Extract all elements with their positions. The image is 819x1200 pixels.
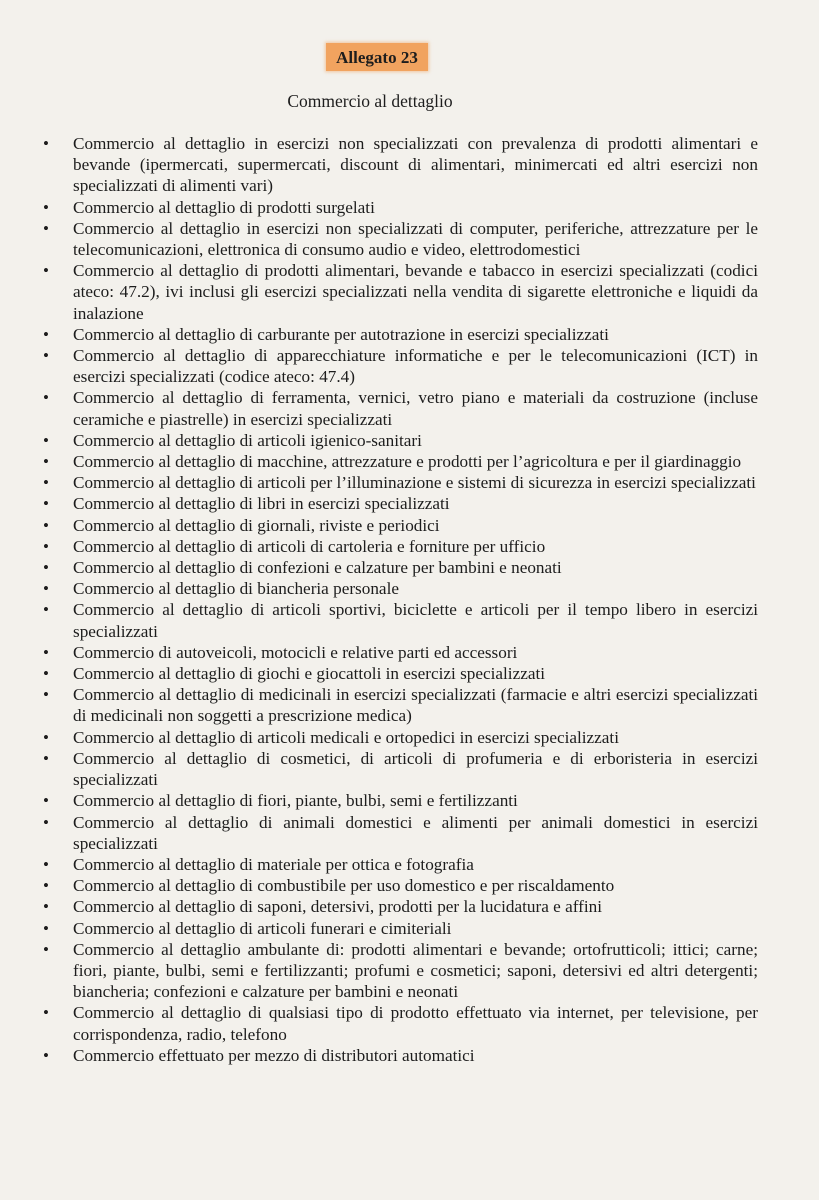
list-item-text: Commercio effettuato per mezzo di distributori automatici bbox=[73, 1045, 475, 1065]
list-item bbox=[40, 493, 758, 514]
list-item-text: Commercio al dettaglio di articoli funerari e cimiteriali bbox=[73, 918, 452, 938]
list-item bbox=[40, 642, 758, 663]
attachment-label-text: Allegato 23 bbox=[336, 47, 418, 67]
list-item-text: Commercio al dettaglio di libri in esercizi specializzati bbox=[73, 494, 450, 514]
bullet-icon: • bbox=[43, 579, 49, 599]
list-item-text: Commercio al dettaglio di saponi, detersivi, prodotti per la lucidatura e affini bbox=[73, 897, 603, 917]
bullet-icon: • bbox=[43, 1045, 49, 1065]
list-item-text: Commercio al dettaglio di articoli medicali e ortopedici in esercizi specializzati bbox=[73, 727, 619, 747]
list-item bbox=[40, 218, 758, 260]
bullet-icon: • bbox=[43, 473, 49, 493]
list-item-text: Commercio al dettaglio di prodotti alimentari, bevande e tabacco in esercizi specializzati (codici ateco: 47.2), ivi inclusi gli esercizi specializzati nella vendita di sigarette elettroniche e liquidi da inalazione bbox=[73, 261, 758, 323]
list-item-text: Commercio al dettaglio di medicinali in esercizi specializzati (farmacie e altri esercizi specializzati di medicinali non soggetti a prescrizione medica) bbox=[73, 685, 758, 726]
list-item-text: Commercio al dettaglio in esercizi non specializzati con prevalenza di prodotti alimentari e bevande (ipermercati, supermercati, discount di alimentari, minimercati ed altri esercizi non specializzati di alimenti vari) bbox=[73, 134, 758, 196]
bullet-icon: • bbox=[43, 430, 49, 450]
list-item-text: Commercio al dettaglio di qualsiasi tipo di prodotto effettuato via internet, per televisione, per corrispondenza, radio, telefono bbox=[73, 1003, 758, 1044]
list-item-text: Commercio al dettaglio di combustibile per uso domestico e per riscaldamento bbox=[73, 876, 615, 896]
list-item-text: Commercio al dettaglio di materiale per ottica e fotografia bbox=[73, 854, 474, 874]
bullet-icon: • bbox=[43, 918, 49, 938]
bullet-icon: • bbox=[43, 748, 49, 768]
list-item-text: Commercio al dettaglio di giochi e giocattoli in esercizi specializzati bbox=[73, 664, 546, 684]
list-item bbox=[40, 939, 758, 1003]
activity-list bbox=[40, 133, 758, 1066]
bullet-icon: • bbox=[43, 812, 49, 832]
list-item bbox=[40, 1002, 758, 1044]
list-item bbox=[40, 684, 758, 726]
list-item-text: Commercio al dettaglio di confezioni e calzature per bambini e neonati bbox=[73, 558, 562, 578]
list-item bbox=[40, 1045, 758, 1066]
list-item bbox=[40, 536, 758, 557]
bullet-icon: • bbox=[43, 1003, 49, 1023]
list-item bbox=[40, 790, 758, 811]
list-item bbox=[40, 812, 758, 854]
list-item bbox=[40, 727, 758, 748]
list-item bbox=[40, 451, 758, 472]
list-item-text: Commercio al dettaglio di carburante per autotrazione in esercizi specializzati bbox=[73, 324, 609, 344]
list-item bbox=[40, 260, 758, 324]
bullet-icon: • bbox=[43, 452, 49, 472]
bullet-icon: • bbox=[43, 536, 49, 556]
list-item bbox=[40, 345, 758, 387]
list-item bbox=[40, 430, 758, 451]
list-item-text: Commercio al dettaglio di articoli sportivi, biciclette e articoli per il tempo libero in esercizi specializzati bbox=[73, 600, 758, 641]
bullet-icon: • bbox=[43, 218, 49, 238]
bullet-icon: • bbox=[43, 134, 49, 153]
bullet-icon: • bbox=[43, 515, 49, 535]
bullet-icon: • bbox=[43, 854, 49, 874]
list-item bbox=[40, 557, 758, 578]
list-item bbox=[40, 578, 758, 599]
list-item bbox=[40, 133, 758, 197]
list-item bbox=[40, 197, 758, 218]
bullet-icon: • bbox=[43, 876, 49, 896]
list-item bbox=[40, 854, 758, 875]
list-item-text: Commercio al dettaglio di biancheria personale bbox=[73, 579, 399, 599]
page-title: Commercio al dettaglio bbox=[287, 91, 453, 111]
list-item-text: Commercio di autoveicoli, motocicli e relative parti ed accessori bbox=[73, 642, 518, 662]
list-item-text: Commercio al dettaglio di apparecchiature informatiche e per le telecomunicazioni (ICT) in esercizi specializzati (codice ateco: 47.4) bbox=[73, 346, 758, 387]
bullet-icon: • bbox=[43, 791, 49, 811]
list-item-text: Commercio al dettaglio di animali domestici e alimenti per animali domestici in esercizi specializzati bbox=[73, 812, 758, 853]
list-item-text: Commercio al dettaglio di fiori, piante, bulbi, semi e fertilizzanti bbox=[73, 791, 518, 811]
bullet-icon: • bbox=[43, 685, 49, 705]
list-item bbox=[40, 599, 758, 641]
list-item bbox=[40, 896, 758, 917]
bullet-icon: • bbox=[43, 664, 49, 684]
list-item-text: Commercio al dettaglio di articoli per l’illuminazione e sistemi di sicurezza in esercizi specializzati bbox=[73, 473, 756, 493]
list-item bbox=[40, 515, 758, 536]
bullet-icon: • bbox=[43, 346, 49, 366]
list-item bbox=[40, 918, 758, 939]
list-item bbox=[40, 748, 758, 790]
bullet-icon: • bbox=[43, 642, 49, 662]
list-item-text: Commercio al dettaglio di macchine, attrezzature e prodotti per l’agricoltura e per il giardinaggio bbox=[73, 452, 742, 472]
bullet-icon: • bbox=[43, 388, 49, 408]
bullet-icon: • bbox=[43, 197, 49, 217]
list-item bbox=[40, 324, 758, 345]
bullet-icon: • bbox=[43, 600, 49, 620]
list-item bbox=[40, 875, 758, 896]
bullet-icon: • bbox=[43, 261, 49, 281]
list-item-text: Commercio al dettaglio di cosmetici, di articoli di profumeria e di erboristeria in esercizi specializzati bbox=[73, 748, 758, 790]
attachment-label bbox=[326, 43, 428, 71]
bullet-icon: • bbox=[43, 558, 49, 578]
list-item-text: Commercio al dettaglio di ferramenta, vernici, vetro piano e materiali da costruzione (incluse ceramiche e piastrelle) in esercizi specializzati bbox=[73, 388, 758, 429]
list-item-text: Commercio al dettaglio di articoli igienico-sanitari bbox=[73, 430, 422, 450]
bullet-icon: • bbox=[43, 727, 49, 747]
list-item-text: Commercio al dettaglio di prodotti surgelati bbox=[73, 197, 375, 217]
bullet-icon: • bbox=[43, 324, 49, 344]
list-item-text: Commercio al dettaglio ambulante di: prodotti alimentari e bevande; ortofrutticoli; ittici; carne; fiori, piante, bulbi, semi e fertilizzanti; profumi e cosmetici; saponi, detersivi ed altri detergenti; biancheria; confezioni e calzature per bambini e neonati bbox=[73, 939, 758, 1002]
bullet-icon: • bbox=[43, 939, 49, 959]
list-item-text: Commercio al dettaglio di articoli di cartoleria e forniture per ufficio bbox=[73, 536, 546, 556]
list-item bbox=[40, 472, 758, 493]
list-item bbox=[40, 387, 758, 429]
list-item-text: Commercio al dettaglio in esercizi non specializzati di computer, periferiche, attrezzature per le telecomunicazioni, elettronica di consumo audio e video, elettrodomestici bbox=[73, 218, 758, 260]
bullet-icon: • bbox=[43, 494, 49, 514]
list-item bbox=[40, 663, 758, 684]
list-item-text: Commercio al dettaglio di giornali, riviste e periodici bbox=[73, 515, 440, 535]
bullet-icon: • bbox=[43, 897, 49, 917]
